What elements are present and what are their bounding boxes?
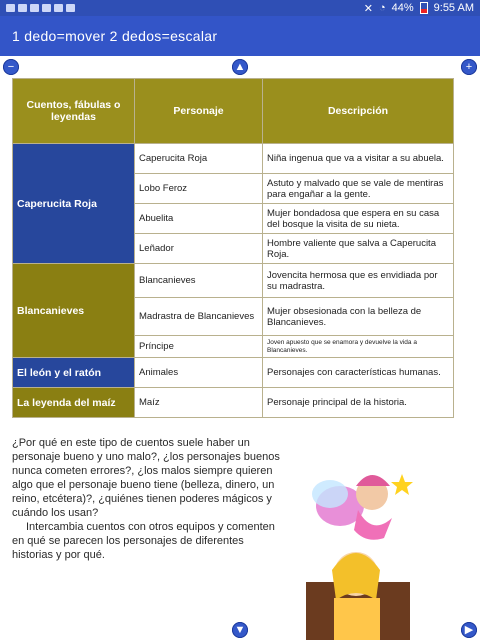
notification-icon <box>66 4 75 12</box>
arrow-down-icon[interactable]: ▼ <box>232 622 248 638</box>
character-cell: Príncipe <box>135 336 263 358</box>
activity-paragraph: Intercambia cuentos con otros equipos y comenten en qué se parecen los personajes de diferentes historias y por qué. <box>12 521 275 561</box>
table-row <box>13 264 454 298</box>
wifi-icon: ◔ <box>378 2 386 14</box>
arrow-up-icon[interactable]: ▲ <box>232 59 248 75</box>
character-cell: Maíz <box>135 388 263 418</box>
description-cell: Personaje principal de la historia. <box>263 388 454 418</box>
document-viewer[interactable] <box>0 56 480 640</box>
story-cell: La leyenda del maíz <box>13 388 135 418</box>
description-cell: Hombre valiente que salva a Caperucita Roja. <box>263 234 454 264</box>
header-story: Cuentos, fábulas o leyendas <box>13 79 135 144</box>
description-cell: Mujer obsesionada con la belleza de Blancanieves. <box>263 298 454 336</box>
table-row <box>13 358 454 388</box>
status-bar <box>0 0 480 16</box>
character-cell: Abuelita <box>135 204 263 234</box>
body-text <box>12 436 282 562</box>
notification-icon <box>54 4 63 12</box>
status-right <box>364 2 474 15</box>
story-cell: Caperucita Roja <box>13 144 135 264</box>
table-header-row <box>13 79 454 144</box>
description-cell: Personajes con características humanas. <box>263 358 454 388</box>
arrow-right-icon[interactable]: ▶ <box>461 622 477 638</box>
zoom-in-icon[interactable]: + <box>461 59 477 75</box>
battery-icon <box>420 2 428 14</box>
fairy-illustration <box>300 456 420 640</box>
question-paragraph: ¿Por qué en este tipo de cuentos suele haber un personaje bueno y uno malo?, ¿los personajes buenos nunca cometen errores?, ¿los malos siempre quieren algo que el personaje bueno tiene (belleza, dinero, un reino, etcétera)?, ¿quiénes tienen poderes mágicos y cuándo los usan? <box>12 437 280 519</box>
description-cell: Niña ingenua que va a visitar a su abuela. <box>263 144 454 174</box>
header-description: Descripción <box>263 79 454 144</box>
character-cell: Leñador <box>135 234 263 264</box>
character-cell: Madrastra de Blancanieves <box>135 298 263 336</box>
notification-icon <box>30 4 39 12</box>
description-cell: Joven apuesto que se enamora y devuelve la vida a Blancanieves. <box>263 336 454 358</box>
description-cell: Jovencita hermosa que es envidiada por su madrastra. <box>263 264 454 298</box>
table-row <box>13 388 454 418</box>
character-cell: Caperucita Roja <box>135 144 263 174</box>
zoom-out-icon[interactable]: − <box>3 59 19 75</box>
clock: 9:55 AM <box>433 2 474 14</box>
app-title: 1 dedo=mover 2 dedos=escalar <box>0 16 480 56</box>
character-cell: Lobo Feroz <box>135 174 263 204</box>
mute-icon: ✕ <box>363 2 373 15</box>
notification-icon <box>18 4 27 12</box>
characters-table <box>12 78 454 418</box>
story-cell: El león y el ratón <box>13 358 135 388</box>
character-cell: Animales <box>135 358 263 388</box>
story-cell: Blancanieves <box>13 264 135 358</box>
header-character: Personaje <box>135 79 263 144</box>
character-cell: Blancanieves <box>135 264 263 298</box>
notification-icon <box>6 4 15 12</box>
battery-percent: 44% <box>391 2 414 14</box>
notification-icon <box>42 4 51 12</box>
notification-icons <box>6 4 75 12</box>
table-row <box>13 144 454 174</box>
description-cell: Astuto y malvado que se vale de mentiras para engañar a la gente. <box>263 174 454 204</box>
description-cell: Mujer bondadosa que espera en su casa del bosque la visita de su nieta. <box>263 204 454 234</box>
